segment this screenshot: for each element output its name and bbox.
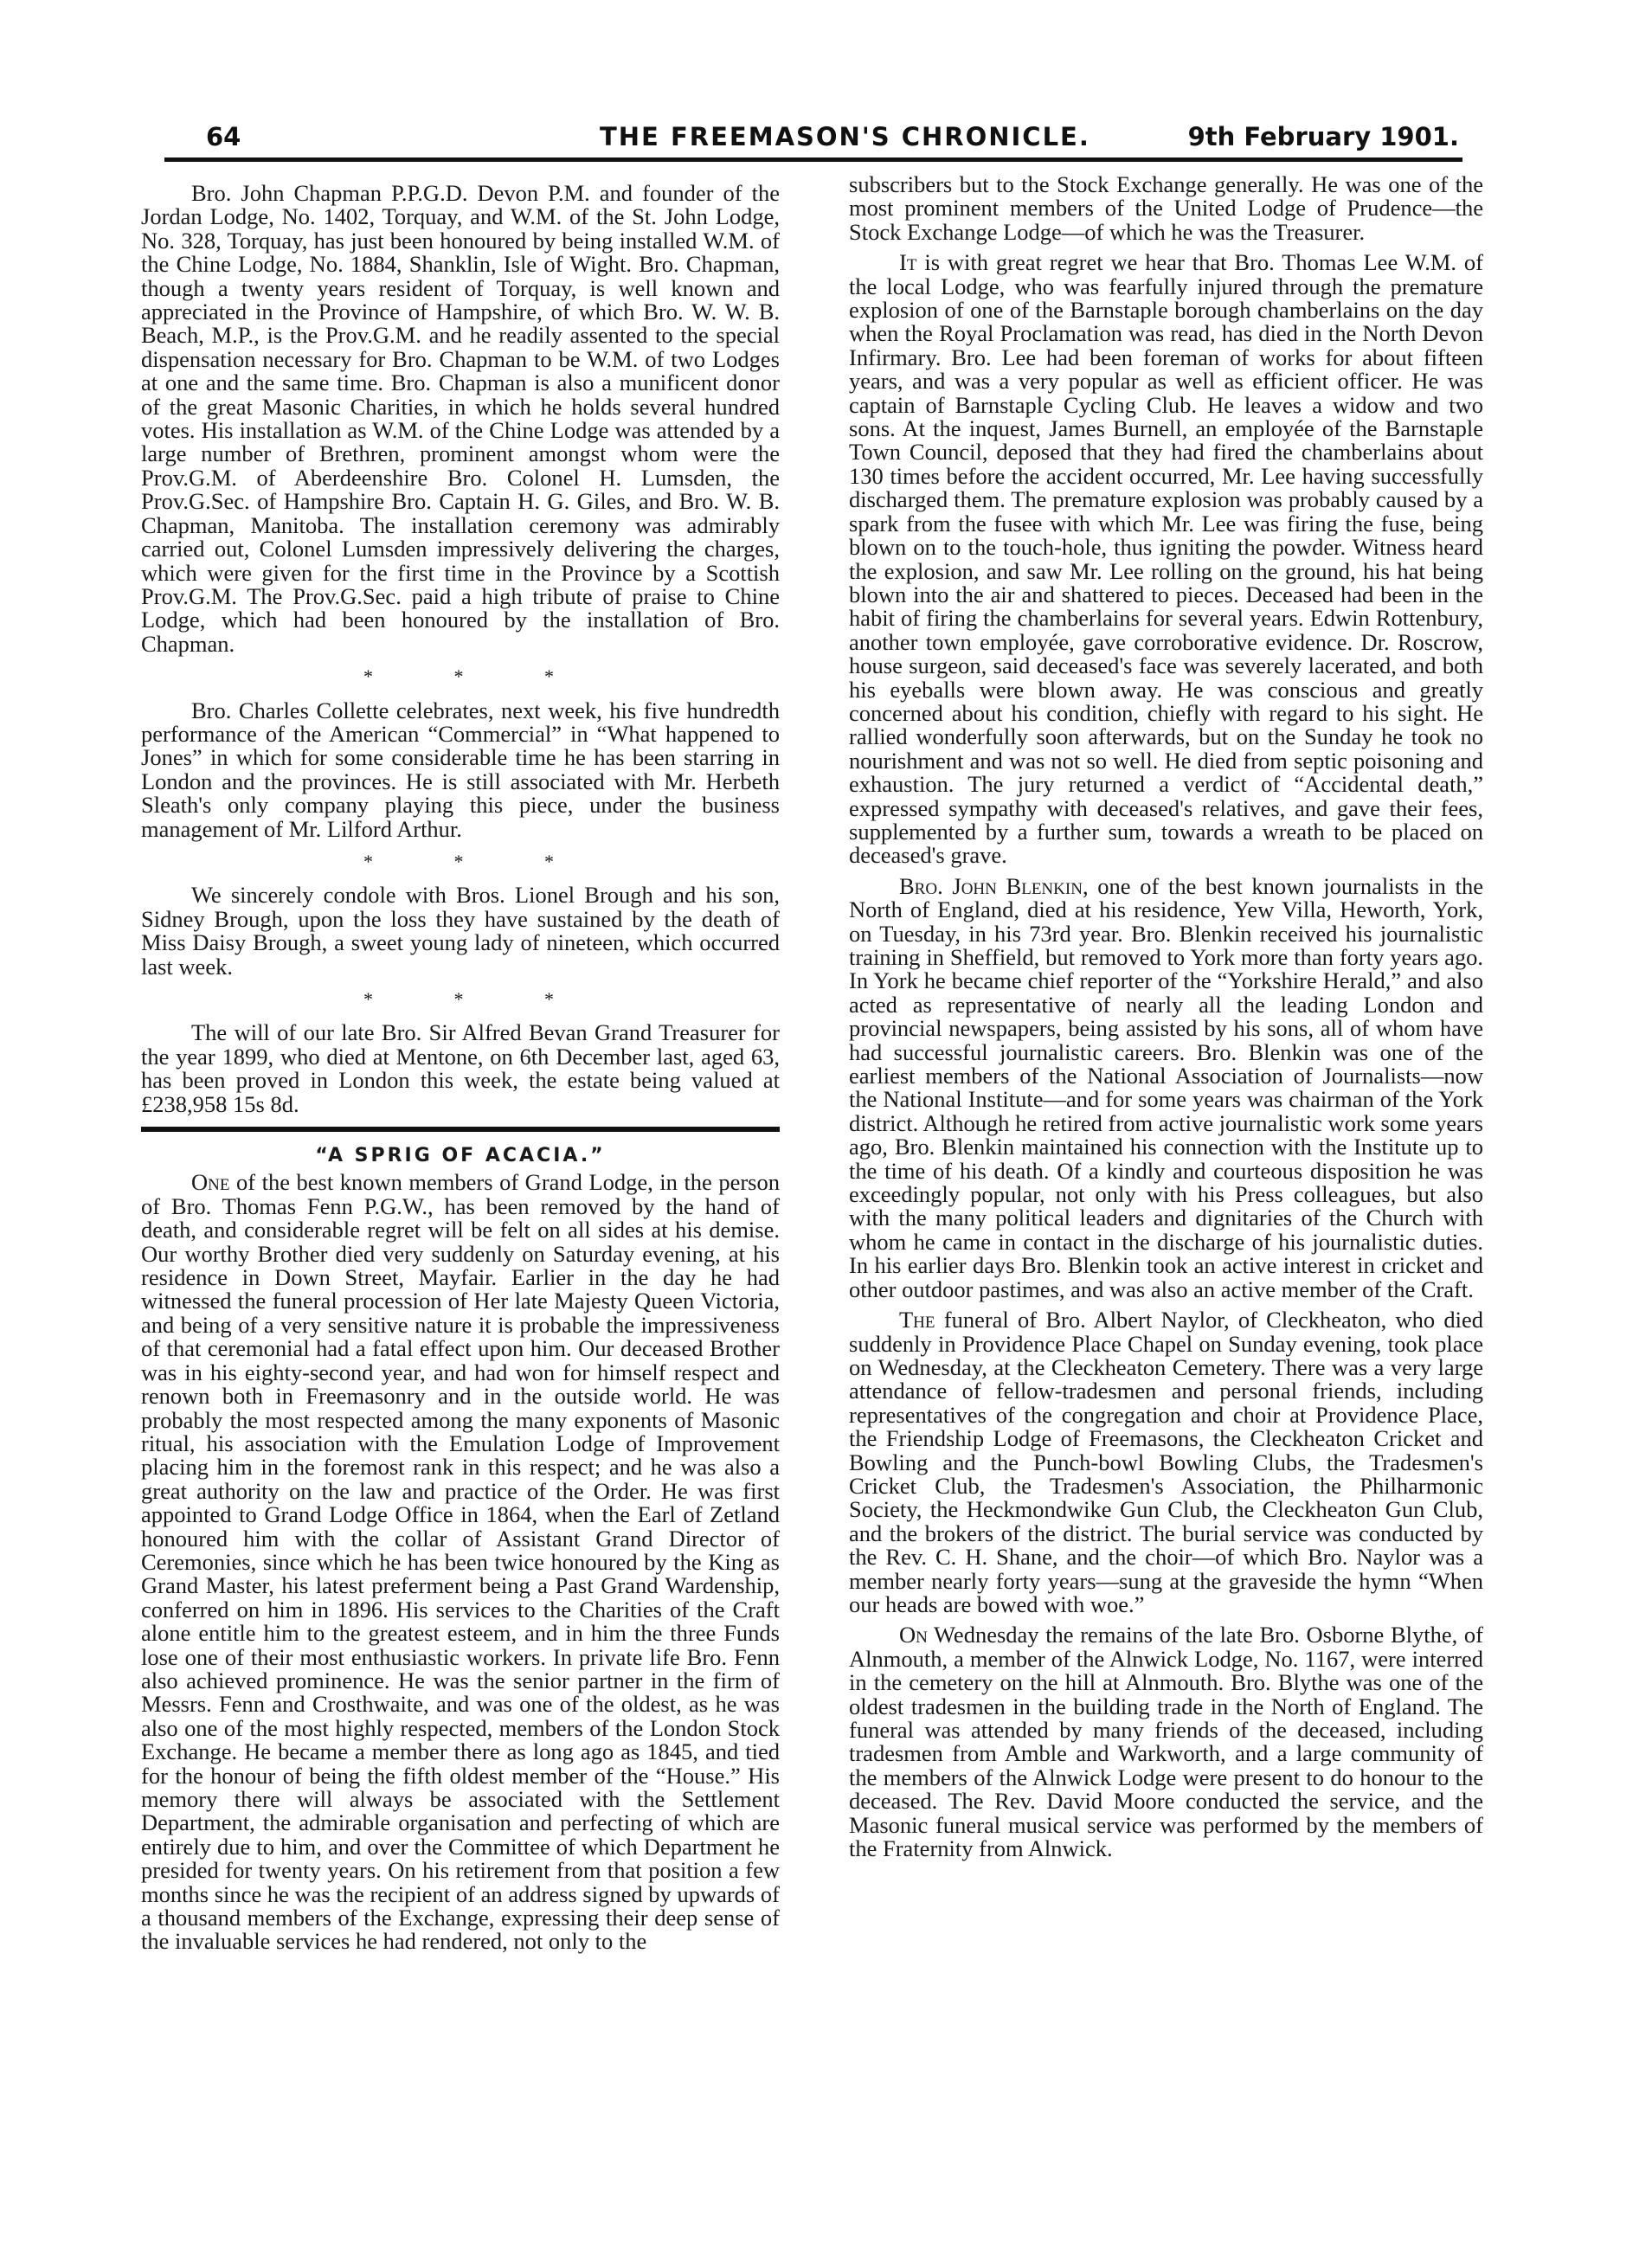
article-fenn	[141, 1171, 780, 1953]
article-body: , one of the best known journalists in the North of England, died at his residence, Yew Villa, Heworth, York, on Tuesday, in his 73rd year. Bro. Blenkin received his journalistic training in Sheffield, but removed to York more than forty years ago. In York he became chief reporter of the “Yorkshire Herald,” and also acted as representative of nearly all the leading London and provincial newspapers, being assisted by his sons, all of whom have had successful journalistic careers. Bro. Blenkin was one of the earliest members of the National Association of Journalists—now the National Institute—and for some years was chairman of the York district. Although he retired from active journalistic work some years ago, Bro. Blenkin maintained his connection with the Institute up to the time of his death. Of a kindly and courteous disposition he was exceedingly popular, not only with his Press colleagues, but also with the many political leaders and dignitaries of the Church with whom he came in contact in the discharge of his journalistic duties. In his earlier days Bro. Blenkin took an active interest in cricket and other outdoor pastimes, and was also an active member of the Craft.	[849, 872, 1483, 1302]
masthead	[206, 122, 1459, 157]
article-body: Wednesday the remains of the late Bro. Osborne Blythe, of Alnmouth, a member of the Alnwick Lodge, No. 1167, were interred in the cemetery on the hill at Alnmouth. Bro. Blythe was one of the oldest tradesmen in the building trade in the North of England. The funeral was attended by many friends of the deceased, including tradesmen from Amble and Warkworth, and a large community of the members of the Alnwick Lodge were present to do honour to the deceased. The Rev. David Moore conducted the service, and the Masonic funeral musical service was performed by the members of the Fraternity from Alnwick.	[849, 1622, 1483, 1862]
issue-date: 9th February 1901.	[1187, 122, 1459, 151]
section-separator: * * *	[363, 988, 592, 1010]
lead-word: The	[899, 1307, 935, 1333]
section-divider-rule	[141, 1127, 780, 1132]
lead-word: One	[191, 1169, 230, 1196]
publication-title: THE FREEMASON'S CHRONICLE.	[600, 122, 1090, 151]
article-brough: We sincerely condole with Bros. Lionel Brough and his son, Sidney Brough, upon the loss they have sustained by the death of Miss Daisy Brough, a sweet young lady of nineteen, which occurred last week.	[141, 882, 780, 980]
article-bevan: The will of our late Bro. Sir Alfred Bevan Grand Treasurer for the year 1899, who died at Mentone, on 6th December last, aged 63, has been proved in London this week, the estate being valued at £238,958 15s 8d.	[141, 1019, 780, 1117]
article-body: is with great regret we hear that Bro. Thomas Lee W.M. of the local Lodge, who was fearfully injured through the premature explosion of one of the Barnstaple borough chamberlains on the day when the Royal Proclamation was read, has died in the North Devon Infirmary. Bro. Lee had been foreman of works for about fifteen years, and was a very popular as well as efficient officer. He was captain of Barnstaple Cycling Club. He leaves a widow and two sons. At the inquest, James Burnell, an employée of the Barnstaple Town Council, deposed that they had fired the chamberlains about 130 times before the accident occurred, Mr. Lee having successfully discharged them. The premature explosion was probably caused by a spark from the fusee with which Mr. Lee was firing the fuse, being blown on to the touch-hole, thus igniting the powder. Witness heard the explosion, and saw Mr. Lee rolling on the ground, his hat being blown into the air and shattered to pieces. Deceased had been in the habit of firing the chamberlains for several years. Edwin Rottenbury, another town employée, gave corroborative evidence. Dr. Roscrow, house surgeon, said deceased's face was severely lacerated, and both his eyeballs were blown away. He was conscious and greatly concerned about his condition, chiefly with regard to his sight. He rallied wonderfully soon afterwards, but on the Sunday he took no nourishment and was not so well. He died from septic poisoning and exhaustion. The jury returned a verdict of “Accidental death,” expressed sympathy with deceased's relatives, and gave their fees, supplemented by a further sum, towards a wreath to be placed on deceased's grave.	[849, 249, 1483, 869]
article-body: of the best known members of Grand Lodge, in the person of Bro. Thomas Fenn P.G.W., has been removed by the hand of death, and considerable regret will be felt on all sides at his demise. Our worthy Brother died very suddenly on Saturday evening, at his residence in Down Street, Mayfair. Earlier in the day he had witnessed the funeral procession of Her late Majesty Queen Victoria, and being of a very sensitive nature it is probable the impressiveness of that ceremonial had a fatal effect upon him. Our deceased Brother was in his eighty-second year, and had won for himself respect and renown both in Freemasonry and in the outside world. He was probably the most respected among the many exponents of Masonic ritual, his association with the Emulation Lodge of Improvement placing him in the foremost rank in this respect; and he was also a great authority on the law and practice of the Order. He was first appointed to Grand Lodge Office in 1864, when the Earl of Zetland honoured him with the collar of Assistant Grand Director of Ceremonies, since which he has been twice honoured by the King as Grand Master, his latest preferment being a Past Grand Wardenship, conferred on him in 1896. His services to the Charities of the Craft alone entitle him to the greatest esteem, and in him the three Funds lose one of their most enthusiastic workers. In private life Bro. Fenn also achieved prominence. He was the senior partner in the firm of Messrs. Fenn and Crosthwaite, and was one of the oldest, as he was also one of the most highly respected, members of the London Stock Exchange. He became a member there as long ago as 1845, and tied for the honour of being the fifth oldest member of the “House.” His memory there will always be associated with the Settlement Department, the admirable organisation and perfecting of which are entirely due to him, and over the Committee of which Department he presided for twenty years. On his retirement from that position a few months since he was the recipient of an address signed by upwards of a thousand members of the Exchange, expressing their deep sense of the invaluable services he had rendered, not only to the	[141, 1169, 780, 1955]
left-column	[141, 182, 780, 1961]
lead-word: On	[899, 1622, 928, 1648]
article-fenn-continued: subscribers but to the Stock Exchange generally. He was one of the most prominent members of the United Lodge of Prudence—the Stock Exchange Lodge—of which he was the Treasurer.	[849, 171, 1483, 245]
article-naylor	[849, 1308, 1483, 1616]
lead-word: It	[899, 249, 917, 276]
right-column	[849, 173, 1483, 1867]
masthead-rule	[164, 157, 1462, 162]
article-blenkin	[849, 872, 1483, 1302]
article-blythe	[849, 1623, 1483, 1860]
section-heading: “A SPRIG OF ACACIA.”	[315, 1145, 606, 1167]
article-chapman: Bro. John Chapman P.P.G.D. Devon P.M. and founder of the Jordan Lodge, No. 1402, Torquay, and W.M. of the St. John Lodge, No. 328, Torquay, has just been honoured by being installed W.M. of the Chine Lodge, No. 1884, Shanklin, Isle of Wight. Bro. Chapman, though a twenty years resident of Torquay, is well known and appreciated in the Province of Hampshire, of which Bro. W. W. B. Beach, M.P., is the Prov.G.M. and he readily assented to the special dispensation necessary for Bro. Chapman to be W.M. of two Lodges at one and the same time. Bro. Chapman is also a munificent donor of the great Masonic Charities, in which he holds several hundred votes. His installation as W.M. of the Chine Lodge was attended by a large number of Brethren, prominent amongst whom were the Prov.G.M. of Aberdeenshire Bro. Colonel H. Lumsden, the Prov.G.Sec. of Hampshire Bro. Captain H. G. Giles, and Bro. W. B. Chapman, Manitoba. The installation ceremony was admirably carried out, Colonel Lumsden impressively delivering the charges, which were given for the first time in the Province by a Scottish Prov.G.M. The Prov.G.Sec. paid a high tribute of praise to Chine Lodge, which had been honoured by the installation of Bro. Chapman.	[141, 180, 780, 657]
lead-word: Bro. John Blenkin	[899, 872, 1083, 899]
section-separator: * * *	[363, 850, 592, 872]
article-lee	[849, 251, 1483, 868]
article-body: funeral of Bro. Albert Naylor, of Cleckheaton, who died suddenly in Providence Place Chapel on Sunday evening, took place on Wednesday, at the Cleckheaton Cemetery. There was a very large attendance of fellow-tradesmen and personal friends, including representatives of the congregation and choir at Providence Place, the Friendship Lodge of Freemasons, the Cleckheaton Cricket and Bowling and the Punch-bowl Bowling Clubs, the Tradesmen's Cricket Club, the Tradesmen's Association, the Philharmonic Society, the Heckmondwike Gun Club, the Cleckheaton Gun Club, and the brokers of the district. The burial service was conducted by the Rev. C. H. Shane, and the choir—of which Bro. Naylor was a member nearly forty years—sung at the graveside the hymn “When our heads are bowed with woe.”	[849, 1307, 1483, 1617]
article-collette: Bro. Charles Collette celebrates, next week, his five hundredth performance of the American “Commercial” in “What happened to Jones” in which for some considerable time he has been starring in London and the provinces. He is still associated with Mr. Herbeth Sleath's only company playing this piece, under the business management of Mr. Lilford Arthur.	[141, 697, 780, 842]
section-separator: * * *	[363, 665, 592, 688]
page-number: 64	[206, 122, 241, 151]
